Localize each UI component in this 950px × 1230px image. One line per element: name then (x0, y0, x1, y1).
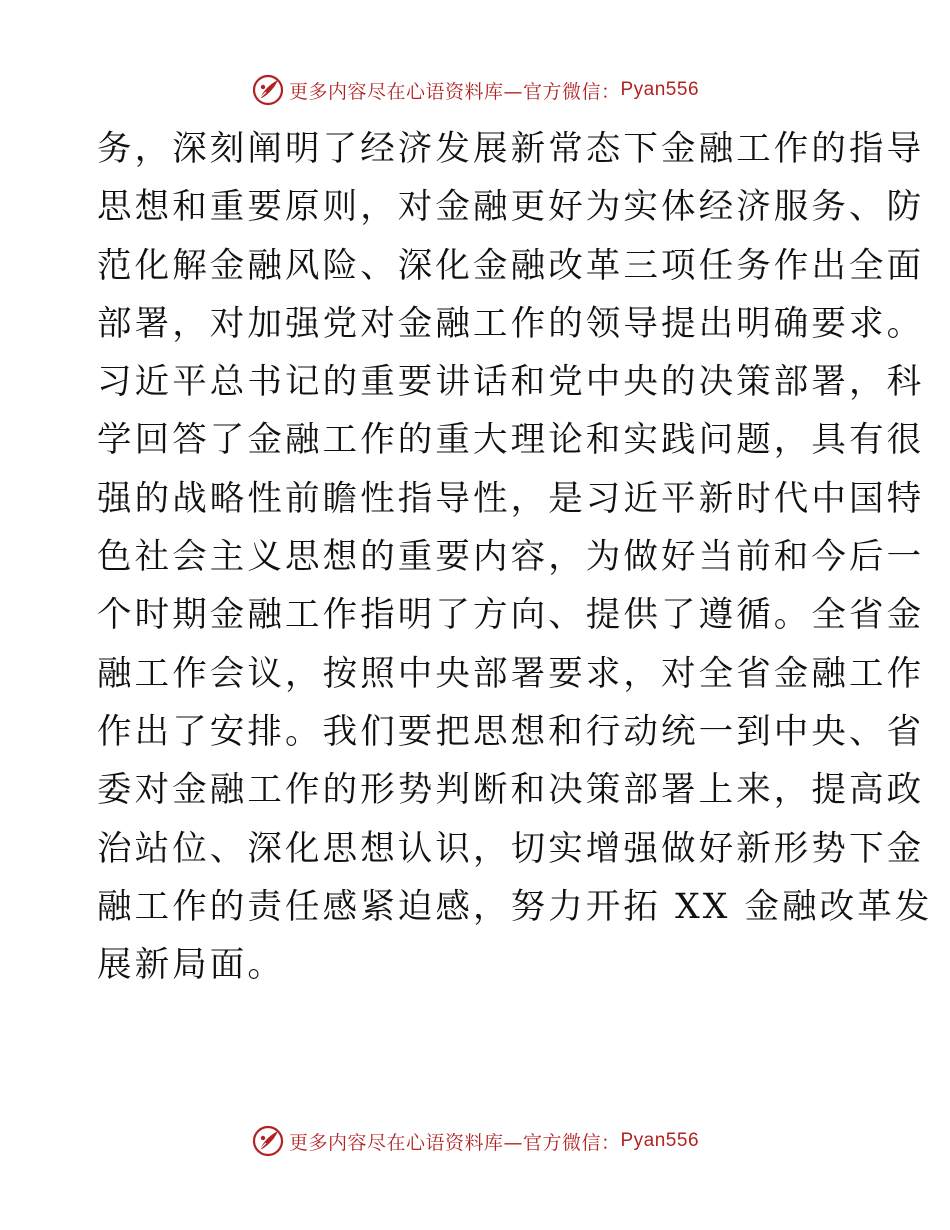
body-line: 强的战略性前瞻性指导性，是习近平新时代中国特 (97, 478, 925, 519)
body-line: 作出了安排。我们要把思想和行动统一到中央、省 (97, 711, 925, 752)
body-line: 思想和重要原则，对金融更好为实体经济服务、防 (97, 187, 925, 228)
body-line: 色社会主义思想的重要内容，为做好当前和今后一 (97, 537, 925, 578)
footer-banner (0, 1121, 950, 1161)
body-line: 展新局面。 (97, 945, 285, 986)
header-banner-id: Pyan556 (620, 79, 700, 100)
body-line: 个时期金融工作指明了方向、提供了遵循。全省金 (97, 595, 925, 636)
quill-pen-logo-icon (251, 73, 285, 107)
body-line: 务，深刻阐明了经济发展新常态下金融工作的指导 (97, 129, 925, 169)
body-line: 部署，对加强党对金融工作的领导提出明确要求。 (97, 303, 925, 344)
body-line: 融工作会议，按照中央部署要求，对全省金融工作 (97, 653, 925, 694)
body-line: 学回答了金融工作的重大理论和实践问题，具有很 (97, 420, 925, 461)
body-line: 委对金融工作的形势判断和决策部署上来，提高政 (97, 770, 925, 811)
body-line: 习近平总书记的重要讲话和党中央的决策部署，科 (97, 362, 925, 403)
body-line: 融工作的责任感紧迫感，努力开拓 XX 金融改革发 (97, 886, 933, 927)
quill-pen-logo-icon (251, 1124, 285, 1158)
document-body (97, 120, 933, 994)
body-line: 治站位、深化思想认识，切实增强做好新形势下金 (97, 828, 925, 869)
header-banner-text: 更多内容尽在心语资料库—官方微信： (288, 80, 621, 103)
footer-banner-id: Pyan556 (620, 1130, 700, 1151)
footer-banner-text: 更多内容尽在心语资料库—官方微信： (288, 1131, 621, 1154)
header-banner (0, 70, 950, 110)
body-line: 范化解金融风险、深化金融改革三项任务作出全面 (97, 245, 925, 286)
